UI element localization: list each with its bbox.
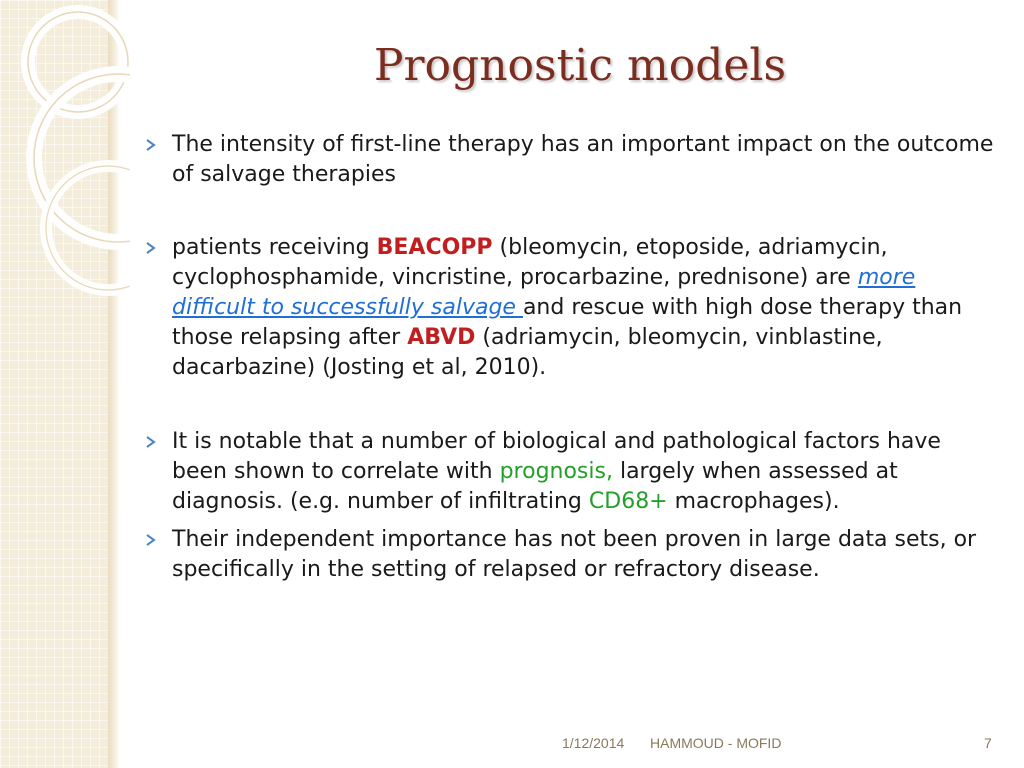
bullet-text: patients receiving (172, 235, 377, 260)
bullet-text: and rescue with high dose therapy than those relapsing after (172, 295, 963, 350)
bullet-item (138, 130, 998, 190)
bullet-text: (adriamycin, bleomycin, vinblastine, dacarbazine) (Josting et al, 2010). (172, 325, 883, 380)
chevron-right-icon (142, 233, 162, 263)
bullet-text: It is notable that a number of biological and pathological factors have been shown to correlate with (172, 429, 941, 484)
bullet-list (138, 130, 998, 585)
abvd-emphasis: ABVD (407, 325, 476, 350)
beacopp-emphasis: BEACOPP (376, 235, 493, 260)
circle-ornament-icon (0, 0, 130, 330)
prognosis-emphasis: prognosis, (499, 459, 613, 484)
bullet-item (138, 427, 998, 517)
chevron-right-icon (142, 525, 162, 555)
bullet-item (138, 233, 998, 383)
bullet-text: (bleomycin, etoposide, adriamycin, cyclophosphamide, vincristine, procarbazine, prednisone) are (172, 235, 888, 290)
bullet-text: Their independent importance has not been proven in large data sets, or specifically in the setting of relapsed or refractory disease. (172, 527, 977, 582)
salvage-link[interactable]: more difficult to successfully salvage (172, 265, 916, 320)
cd68-emphasis: CD68+ (588, 489, 668, 514)
bullet-text: The intensity of first-line therapy has an important impact on the outcome of salvage therapies (172, 132, 994, 187)
footer-page-number: 7 (984, 735, 992, 751)
slide-title: Prognostic models (373, 40, 787, 91)
footer-date: 1/12/2014 (562, 735, 625, 751)
chevron-right-icon (142, 427, 162, 457)
bullet-item (138, 525, 998, 585)
bullet-text: largely when assessed at diagnosis. (e.g. number of infiltrating (172, 459, 898, 514)
bullet-text: macrophages). (667, 489, 840, 514)
footer-authors: HAMMOUD - MOFID (650, 735, 782, 751)
chevron-right-icon (142, 130, 162, 160)
